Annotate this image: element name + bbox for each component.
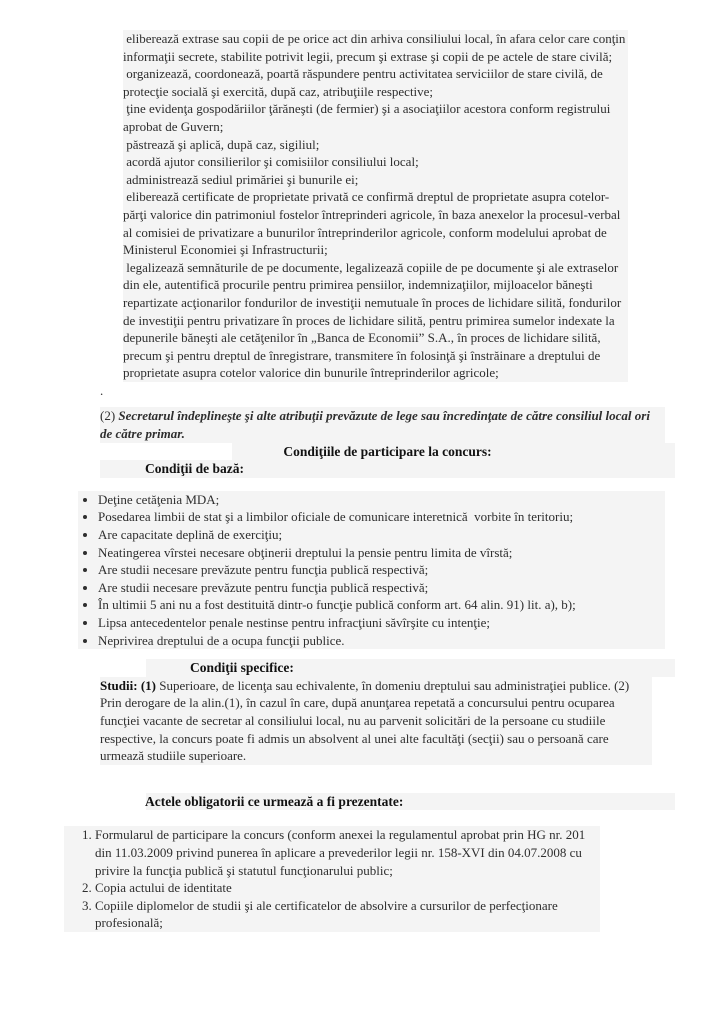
clause-2-text: Secretarul îndeplineşte şi alte atribuţii prevăzute de lege sau încredinţate de către consiliul local ori de către primar. — [100, 408, 654, 442]
required-document-item: 2. Copia actului de identitate — [95, 879, 600, 897]
heading-required-documents: Actele obligatorii ce urmează a fi prezentate: — [100, 793, 675, 811]
heading-base-conditions: Condiţii de bază: — [100, 460, 675, 478]
clause-2-number: (2) — [100, 408, 119, 424]
base-condition-item: • Deţine cetăţenia MDA; — [98, 491, 665, 509]
specific-conditions-paragraph — [100, 677, 652, 765]
attribution-paragraph: organizează, coordonează, poartă răspundere pentru activitatea serviciilor de stare civilă, de protecţie socială şi exercită, după caz, atribuţiile respective; — [123, 66, 607, 99]
attribution-paragraph: păstrează şi aplică, după caz, sigiliul; — [123, 136, 320, 152]
base-conditions-list — [78, 491, 665, 649]
base-condition-item: • În ultimii 5 ani nu a fost destituită dintr-o funcţie publică conform art. 64 alin. 91) lit. a), b); — [98, 596, 665, 614]
base-condition-item: • Are studii necesare prevăzute pentru funcţia publică respectivă; — [98, 579, 665, 597]
base-condition-item: • Neprivirea dreptului de a ocupa funcţii publice. — [98, 632, 665, 650]
attribution-paragraph: acordă ajutor consilierilor şi comisiilor consiliului local; — [123, 154, 419, 170]
attribution-paragraph: administrează sediul primăriei şi bunurile ei; — [123, 171, 359, 187]
attributions-block — [123, 30, 628, 382]
studies-text: Superioare, de licenţa sau echivalente, în domeniu dreptului sau administraţiei publice. (2) Prin derogare de la alin.(1), în cazul în care, după anunţarea repetată a concursului pentru ocuparea funcţiei vacante de secretar al consiliului local, nu au parvenit solicitări de la persoane cu studiile respective, la concurs poate fi admis un absolvent al unei alte facultăţi (secţii) sau o persoană care urmează studiile superioare. — [100, 677, 633, 764]
base-condition-item: • Lipsa antecedentelor penale nestinse pentru infracţiuni săvîrşite cu intenţie; — [98, 614, 665, 632]
heading-participation-conditions: Condiţiile de participare la concurs: — [100, 443, 675, 461]
clause-2-paragraph — [100, 407, 665, 442]
studies-lead: Studii: (1) — [100, 677, 156, 693]
base-condition-item: • Are studii necesare prevăzute pentru funcţia publică respectivă; — [98, 561, 665, 579]
required-document-item: 3. Copiile diplomelor de studii şi ale certificatelor de absolvire a cursurilor de perfecţionare profesională; — [95, 897, 600, 932]
required-document-item: 1. Formularul de participare la concurs (conform anexei la regulamentul aprobat prin HG nr. 201 din 11.03.2009 privind punerea în aplicare a prevederilor legii nr. 158-XVI din 04.07.2008 cu privire la funcţia publică şi statutul funcţionarului public; — [95, 826, 600, 879]
base-condition-item: • Neatingerea vîrstei necesare obţinerii dreptului la pensie pentru limita de vîrstă; — [98, 544, 665, 562]
base-condition-item: • Posedarea limbii de stat şi a limbilor oficiale de comunicare interetnică vorbite în teritoriu; — [98, 508, 665, 526]
attribution-paragraph: legalizează semnăturile de pe documente, legalizează copiile de pe documente şi ale extraselor din ele, autentifică procurile pentru primirea pensiilor, indemnizaţiilor, mijloacelor băneşti repartizate acţionarilor fondurilor de investiţii nemutuale în proces de lichidare silită, fondurilor de investiţii pentru privatizare în proces de lichidare silită, pentru primirea sumelor indexate la depunerile băneşti ale cetăţenilor în „Banca de Economii” S.A., în proces de lichidare silită, precum şi pentru dreptul de înregistrare, transmitere în folosinţă şi înstrăinare a dreptului de proprietate asupra cotelor valorice din bunurile întreprinderilor agricole; — [123, 259, 625, 381]
stray-period: . — [100, 382, 724, 400]
attribution-paragraph: eliberează certificate de proprietate privată ce confirmă dreptul de proprietate asupra cotelor-părţi valorice din patrimoniul fostelor întreprinderi agricole, în baza anexelor la procesul-verbal al comisiei de privatizare a bunurilor întreprinderilor agricole, conform modelului aprobat de Ministerul Economiei şi Infrastructurii; — [123, 189, 624, 258]
heading-specific-conditions: Condiţii specifice: — [100, 659, 675, 677]
base-condition-item: • Are capacitate deplină de exerciţiu; — [98, 526, 665, 544]
required-documents-list — [64, 826, 600, 932]
attribution-paragraph: ţine evidenţa gospodăriilor ţărăneşti (de fermier) şi a asociaţiilor acestora conform registrului aprobat de Guvern; — [123, 101, 614, 134]
attribution-paragraph: eliberează extrase sau copii de pe orice act din arhiva consiliului local, în afara celor care conţin informaţii secrete, stabilite potrivit legii, precum şi extrase şi copii de pe actele de stare civilă; — [123, 31, 629, 64]
